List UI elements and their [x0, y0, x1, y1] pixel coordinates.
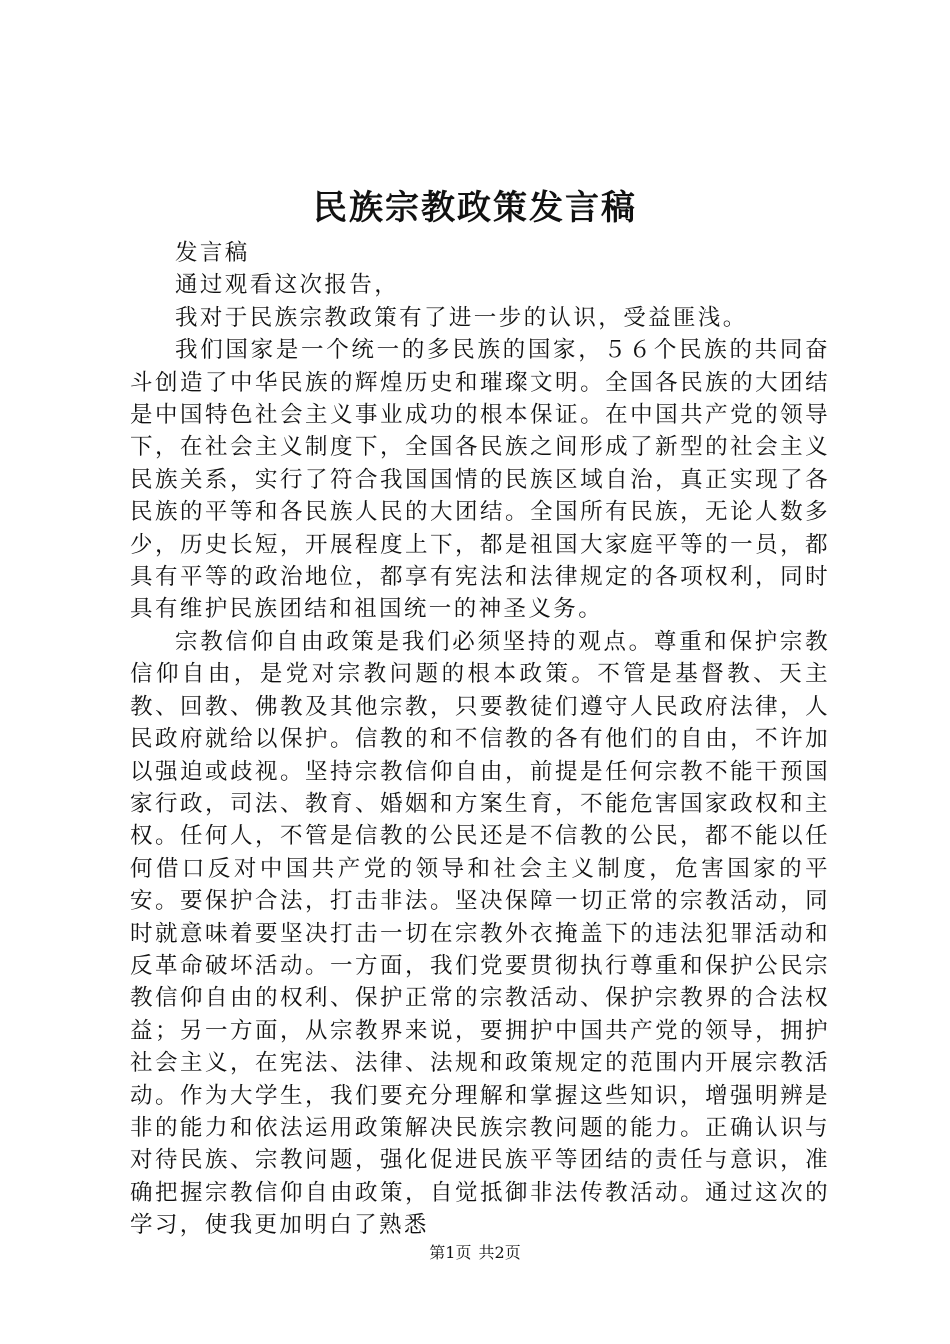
- paragraph-intro: 通过观看这次报告，: [175, 272, 400, 299]
- document-body: [130, 237, 830, 1242]
- page-total: 共2页: [478, 1243, 521, 1262]
- paragraph-ethnic-unity: 我们国家是一个统一的多民族的国家，５６个民族的共同奋斗创造了中华民族的辉煌历史和璀璨文明。全国各民族的大团结是中国特色社会主义事业成功的根本保证。在中国共产党的领导下，在社会主义制度下，全国各民族之间形成了新型的社会主义民族关系，实行了符合我国国情的民族区域自治，真正实现了各民族的平等和各民族人民的大团结。全国所有民族，无论人数多少，历史长短，开展程度上下，都是祖国大家庭平等的一员，都具有平等的政治地位，都享有宪法和法律规定的各项权利，同时具有维护民族团结和祖国统一的神圣义务。: [130, 337, 830, 623]
- paragraph-benefit: 我对于民族宗教政策有了进一步的认识，受益匪浅。: [175, 304, 748, 331]
- document-title: 民族宗教政策发言稿: [313, 188, 637, 228]
- paragraph-heading-label: 发言稿: [175, 240, 250, 266]
- page-footer: [0, 1242, 950, 1264]
- paragraph-religious-freedom: 宗教信仰自由政策是我们必须坚持的观点。尊重和保护宗教信仰自由，是党对宗教问题的根本政策。不管是基督教、天主教、回教、佛教及其他宗教，只要教徒们遵守人民政府法律，人民政府就给以保护。信教的和不信教的各有他们的自由，不许加以强迫或歧视。坚持宗教信仰自由，前提是任何宗教不能干预国家行政，司法、教育、婚姻和方案生育，不能危害国家政权和主权。任何人，不管是信教的公民还是不信教的公民，都不能以任何借口反对中国共产党的领导和社会主义制度，危害国家的平安。要保护合法，打击非法。坚决保障一切正常的宗教活动，同时就意味着要坚决打击一切在宗教外衣掩盖下的违法犯罪活动和反革命破坏活动。一方面，我们党要贯彻执行尊重和保护公民宗教信仰自由的权利、保护正常的宗教活动、保护宗教界的合法权益；另一方面，从宗教界来说，要拥护中国共产党的领导，拥护社会主义，在宪法、法律、法规和政策规定的范围内开展宗教活动。作为大学生，我们要充分理解和掌握这些知识，增强明辨是非的能力和依法运用政策解决民族宗教问题的能力。正确认识与对待民族、宗教问题，强化促进民族平等团结的责任与意识，准确把握宗教信仰自由政策，自觉抵御非法传教活动。通过这次的学习，使我更加明白了熟悉: [130, 628, 830, 1239]
- page-number: 第1页: [429, 1243, 472, 1262]
